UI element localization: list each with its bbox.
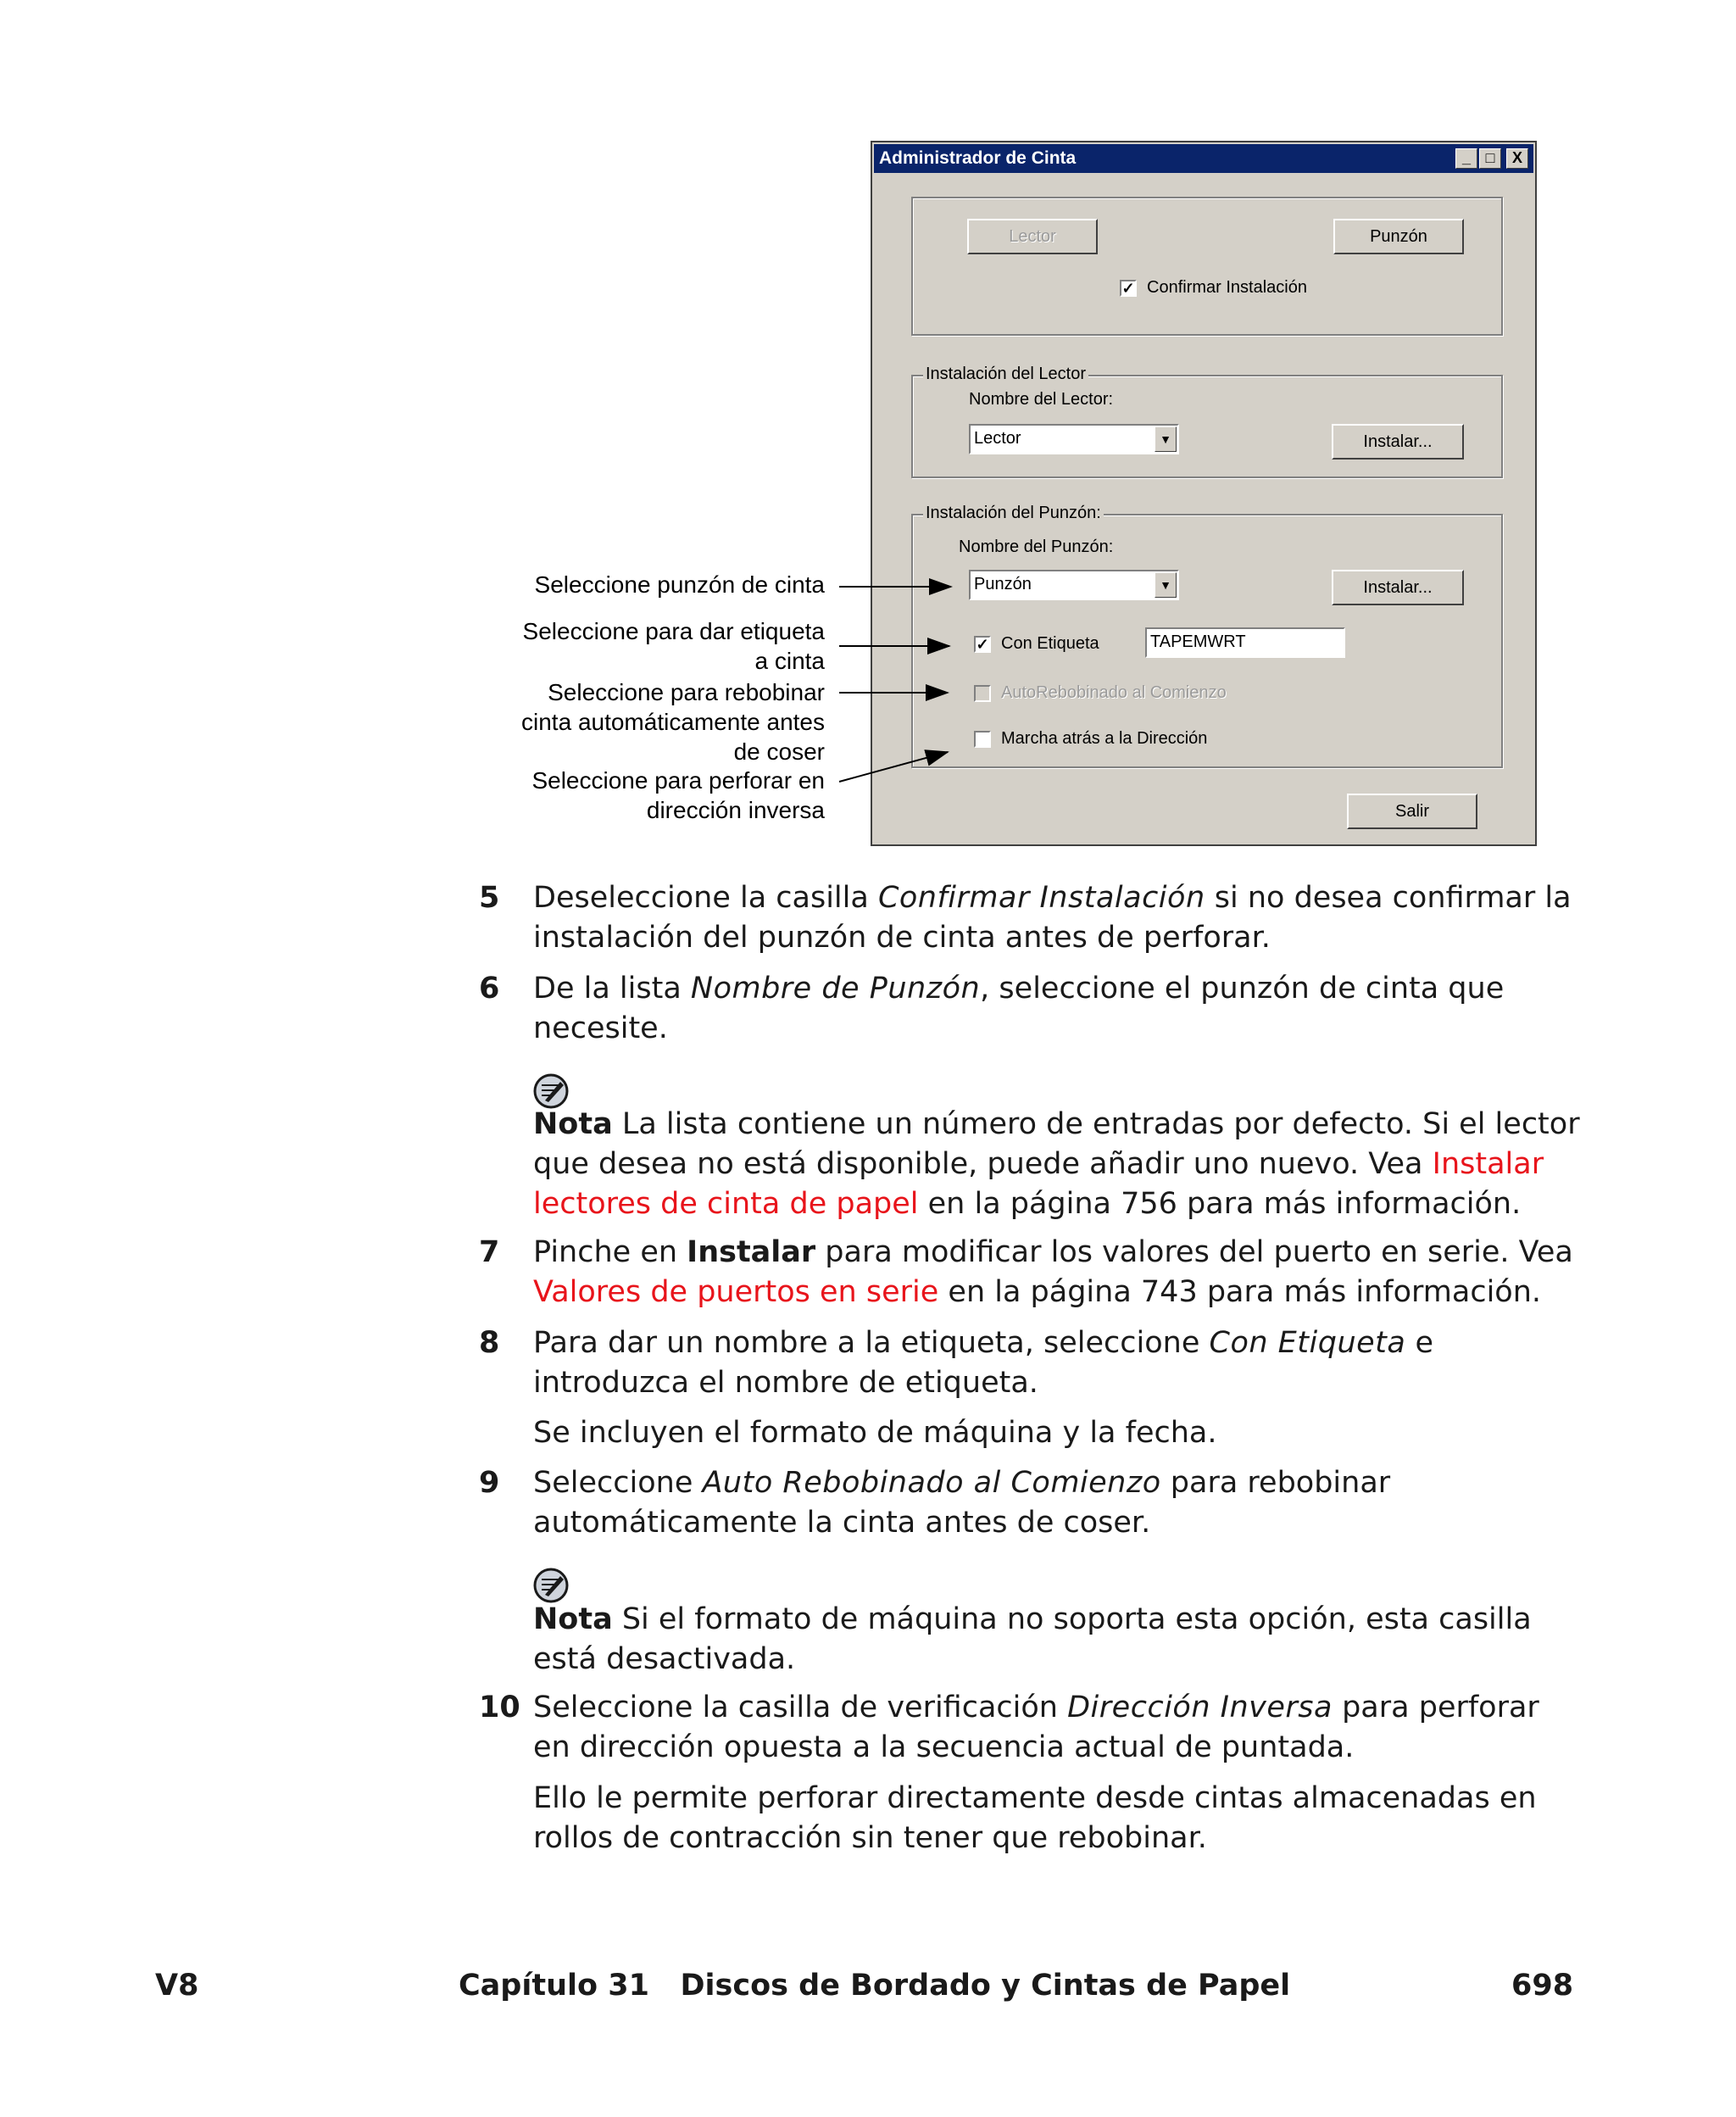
step-text: Pinche en (533, 1235, 687, 1269)
step-text: De la lista (533, 972, 691, 1006)
note-text: La lista contiene un número de entradas por defecto. Si el lector que desea no está disponible, puede añadir uno nuevo. Vea (533, 1107, 1580, 1181)
note-icon (533, 1073, 569, 1109)
confirm-install-label: Confirmar Instalación (1147, 278, 1307, 297)
footer-chapter: Capítulo 31 Discos de Bordado y Cintas de Papel (459, 1969, 1291, 2003)
step-text: e introduzca el nombre de etiqueta. (533, 1326, 1433, 1400)
step-text: Seleccione (533, 1466, 703, 1500)
step-number: 9 (479, 1466, 500, 1500)
reverse-direction-label: Marcha atrás a la Dirección (1001, 729, 1208, 748)
step-text: Para dar un nombre a la etiqueta, seleccione (533, 1326, 1210, 1360)
reader-name-value: Lector (974, 429, 1021, 448)
close-icon[interactable]: X (1506, 148, 1528, 169)
step-8-detail: Se incluyen el formato de máquina y la fecha. (533, 1416, 1217, 1450)
note-text: en la página 756 para más información. (918, 1187, 1522, 1221)
reader-group-legend: Instalación del Lector (923, 365, 1088, 384)
callout-text: Seleccione punzón de cinta (534, 571, 825, 598)
callout-text: a cinta (754, 648, 825, 674)
footer-version: V8 (155, 1969, 199, 2003)
step-text: si no desea confirmar la instalación del punzón de cinta antes de perforar. (533, 881, 1572, 955)
reader-mode-button[interactable]: Lector (967, 219, 1098, 254)
callout-text: Seleccione para perforar en (531, 767, 825, 794)
install-readers-link[interactable]: Instalar lectores de cinta de papel (533, 1147, 1544, 1221)
with-label-checkbox[interactable]: ✓ (974, 636, 991, 653)
chevron-down-icon[interactable]: ▼ (1155, 572, 1177, 598)
step-text: Seleccione la casilla de verificación (533, 1691, 1068, 1724)
arrow-reverse (839, 752, 948, 782)
punch-mode-button[interactable]: Punzón (1333, 219, 1464, 254)
punch-group-legend: Instalación del Punzón: (923, 504, 1104, 523)
step-9 (479, 1463, 1581, 1543)
exit-button[interactable]: Salir (1347, 794, 1477, 829)
callout-text: de coser (733, 738, 825, 765)
step-emphasis: Con Etiqueta (1209, 1326, 1406, 1360)
step-text: para modificar los valores del puerto en serie. Vea (815, 1235, 1573, 1269)
step-10-detail: Ello le permite perforar directamente desde cintas almacenadas en rollos de contracción sin tener que rebobinar. (533, 1781, 1537, 1855)
note-label: Nota (533, 1107, 613, 1141)
step-text: en la página 743 para más información. (938, 1275, 1542, 1309)
dialog-title: Administrador de Cinta (879, 148, 1077, 168)
with-label-label: Con Etiqueta (1001, 634, 1099, 653)
step-number: 8 (479, 1326, 500, 1360)
step-number: 7 (479, 1235, 500, 1269)
step-emphasis: Auto Rebobinado al Comienzo (702, 1466, 1161, 1500)
chevron-down-icon[interactable]: ▼ (1155, 426, 1177, 452)
step-number: 5 (479, 881, 500, 915)
step-8 (479, 1323, 1581, 1403)
callout-arrows (0, 0, 1736, 848)
step-text: , seleccione el punzón de cinta que necesite. (533, 972, 1505, 1045)
note-text: Si el formato de máquina no soporta esta opción, esta casilla está desactivada. (533, 1602, 1532, 1676)
punch-name-value: Punzón (974, 575, 1032, 593)
note-1 (533, 1105, 1584, 1224)
step-7 (479, 1233, 1581, 1312)
tape-label-input[interactable]: TAPEMWRT (1145, 627, 1345, 658)
note-icon (533, 1568, 569, 1603)
callout-text: Seleccione para rebobinar (548, 679, 825, 705)
reader-install-button[interactable]: Instalar... (1332, 424, 1464, 460)
reader-name-label: Nombre del Lector: (969, 390, 1114, 409)
step-number: 6 (479, 972, 500, 1006)
step-text: para rebobinar automáticamente la cinta antes de coser. (533, 1466, 1391, 1540)
callout-text: dirección inversa (646, 797, 825, 823)
step-emphasis: Nombre de Punzón (690, 972, 981, 1006)
punch-name-label: Nombre del Punzón: (959, 538, 1114, 556)
step-number: 10 (479, 1691, 520, 1724)
autorewind-label: AutoRebobinado al Comienzo (1001, 683, 1227, 702)
serial-port-settings-link[interactable]: Valores de puertos en serie (533, 1275, 939, 1309)
note-label: Nota (533, 1602, 613, 1636)
step-5 (479, 878, 1581, 958)
confirm-install-checkbox[interactable]: ✓ (1120, 280, 1137, 297)
punch-install-button[interactable]: Instalar... (1332, 570, 1464, 605)
step-strong: Instalar (687, 1235, 816, 1269)
step-6 (479, 969, 1581, 1049)
note-2 (533, 1600, 1584, 1680)
maximize-icon[interactable]: □ (1479, 148, 1501, 169)
step-text: Deseleccione la casilla (533, 881, 878, 915)
step-emphasis: Confirmar Instalación (877, 881, 1205, 915)
callout-text: Seleccione para dar etiqueta (522, 618, 825, 644)
minimize-icon[interactable]: _ (1455, 148, 1477, 169)
footer-page-number: 698 (1511, 1969, 1574, 2003)
callout-text: cinta automáticamente antes (521, 709, 825, 735)
step-emphasis: Dirección Inversa (1067, 1691, 1333, 1724)
step-text: para perforar en dirección opuesta a la secuencia actual de puntada. (533, 1691, 1539, 1764)
step-10 (479, 1688, 1581, 1768)
